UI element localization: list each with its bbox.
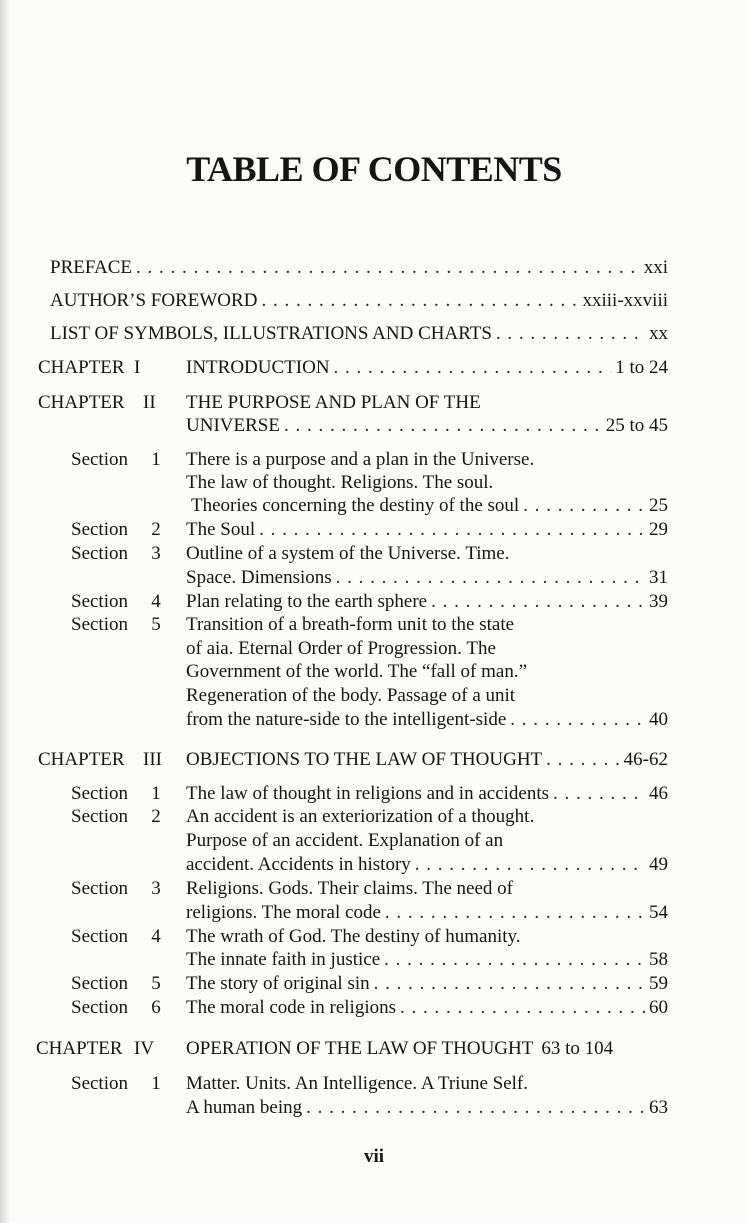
section-page: 46: [649, 783, 668, 804]
section-text: Plan relating to the earth sphere: [186, 591, 428, 612]
section-number: 5: [151, 973, 161, 994]
dot-leader: [336, 567, 645, 589]
section-page: 40: [649, 709, 668, 730]
dot-leader: [261, 290, 578, 312]
section-text: from the nature-side to the intelligent-side: [186, 709, 507, 730]
dot-leader: [385, 902, 645, 924]
section-text: The wrath of God. The destiny of humanity.: [186, 926, 521, 947]
section-text: The moral code in religions: [186, 997, 396, 1018]
section-text: The Soul: [186, 519, 256, 540]
section-page: 60: [649, 997, 668, 1018]
entry-page: xx: [649, 323, 668, 344]
chapter-pages: 63 to 104: [541, 1038, 614, 1059]
dot-leader: [374, 973, 645, 995]
toc-entry-symbols: [50, 323, 668, 345]
chapter-label: CHAPTER: [38, 392, 125, 413]
chapter-number: III: [143, 749, 162, 770]
section-text: accident. Accidents in history: [186, 854, 411, 875]
section-number: 3: [151, 878, 161, 899]
section-page: 49: [649, 854, 668, 875]
section-label: Section: [71, 806, 128, 827]
section-entry: [186, 783, 668, 805]
section-page: 25: [649, 495, 668, 516]
section-text: Space. Dimensions: [186, 567, 332, 588]
dot-leader: [431, 591, 645, 613]
section-number: 1: [151, 1073, 161, 1094]
section-entry: [186, 949, 668, 971]
chapter-pages: 46-62: [623, 749, 668, 770]
section-entry: [186, 591, 668, 613]
section-number: 4: [151, 926, 161, 947]
section-text: The law of thought. Religions. The soul.: [186, 472, 494, 493]
chapter-number: IV: [134, 1038, 155, 1059]
section-number: 1: [151, 449, 161, 470]
dot-leader: [523, 495, 645, 517]
chapter-title: OPERATION OF THE LAW OF THOUGHT: [186, 1038, 534, 1059]
section-text: Outline of a system of the Universe. Time.: [186, 543, 510, 564]
section-entry: [186, 519, 668, 541]
section-text: The law of thought in religions and in accidents: [186, 783, 550, 804]
section-text: Purpose of an accident. Explanation of an: [186, 830, 504, 851]
chapter-label: CHAPTER: [36, 1038, 123, 1059]
section-page: 54: [649, 902, 668, 923]
dot-leader: [400, 997, 645, 1019]
section-page: 31: [649, 567, 668, 588]
section-text: The story of original sin: [186, 973, 370, 994]
page-title: TABLE OF CONTENTS: [186, 149, 562, 189]
dot-leader: [136, 257, 640, 279]
section-text: Government of the world. The “fall of man.”: [186, 661, 528, 682]
dot-leader: [415, 854, 645, 876]
dot-leader: [384, 949, 645, 971]
section-number: 6: [151, 997, 161, 1018]
chapter-number: II: [143, 392, 156, 413]
section-label: Section: [71, 878, 128, 899]
section-number: 5: [151, 614, 161, 635]
entry-text: AUTHOR’S FOREWORD: [50, 290, 258, 311]
page-number: vii: [363, 1146, 385, 1167]
section-text: Regeneration of the body. Passage of a unit: [186, 685, 516, 706]
section-entry: [186, 902, 668, 924]
dot-leader: [553, 783, 645, 805]
section-page: 59: [649, 973, 668, 994]
toc-entry-preface: [50, 257, 668, 279]
section-text: Religions. Gods. Their claims. The need of: [186, 878, 513, 899]
section-number: 3: [151, 543, 161, 564]
entry-text: PREFACE: [50, 257, 133, 278]
section-text: A human being: [186, 1097, 303, 1118]
dot-leader: [284, 415, 602, 437]
chapter-title: INTRODUCTION: [186, 357, 330, 378]
chapter-number: I: [134, 357, 141, 378]
dot-leader: [334, 357, 612, 379]
section-text: An accident is an exteriorization of a thought.: [186, 806, 535, 827]
section-number: 2: [151, 519, 161, 540]
chapter-2-entry: [186, 415, 668, 437]
entry-page: xxiii-xxviii: [582, 290, 668, 311]
section-number: 1: [151, 783, 161, 804]
chapter-3-entry: [186, 749, 668, 771]
section-entry: [186, 1097, 668, 1119]
section-label: Section: [71, 1073, 128, 1094]
section-page: 29: [649, 519, 668, 540]
dot-leader: [510, 709, 645, 731]
section-number: 4: [151, 591, 161, 612]
section-text: religions. The moral code: [186, 902, 381, 923]
section-label: Section: [71, 591, 128, 612]
dot-leader: [259, 519, 645, 541]
section-label: Section: [71, 973, 128, 994]
chapter-pages: 1 to 24: [615, 357, 668, 378]
chapter-label: CHAPTER: [38, 357, 125, 378]
dot-leader: [496, 323, 645, 345]
section-label: Section: [71, 449, 128, 470]
chapter-1-entry: [186, 357, 668, 379]
section-entry: [186, 709, 668, 731]
section-label: Section: [71, 519, 128, 540]
section-page: 63: [649, 1097, 668, 1118]
entry-text: LIST OF SYMBOLS, ILLUSTRATIONS AND CHARTS: [50, 323, 492, 344]
section-text: Matter. Units. An Intelligence. A Triune Self.: [186, 1073, 528, 1094]
section-label: Section: [71, 997, 128, 1018]
section-text: There is a purpose and a plan in the Universe.: [186, 449, 535, 470]
section-page: 39: [649, 591, 668, 612]
chapter-title: THE PURPOSE AND PLAN OF THE: [186, 392, 481, 413]
section-entry: [186, 567, 668, 589]
section-entry: [186, 973, 668, 995]
chapter-label: CHAPTER: [38, 749, 125, 770]
section-text: Theories concerning the destiny of the soul: [191, 495, 520, 516]
section-entry: [186, 854, 668, 876]
toc-entry-foreword: [50, 290, 668, 312]
chapter-title: UNIVERSE: [186, 415, 280, 436]
section-entry: [186, 997, 668, 1019]
section-text: Transition of a breath-form unit to the state: [186, 614, 515, 635]
section-entry: [191, 495, 668, 517]
section-label: Section: [71, 614, 128, 635]
section-label: Section: [71, 783, 128, 804]
section-text: The innate faith in justice: [186, 949, 381, 970]
section-page: 58: [649, 949, 668, 970]
entry-page: xxi: [643, 257, 668, 278]
section-label: Section: [71, 543, 128, 564]
section-number: 2: [151, 806, 161, 827]
section-text: of aia. Eternal Order of Progression. The: [186, 638, 496, 659]
chapter-title: OBJECTIONS TO THE LAW OF THOUGHT: [186, 749, 543, 770]
section-label: Section: [71, 926, 128, 947]
dot-leader: [306, 1097, 645, 1119]
chapter-4-entry: [186, 1038, 668, 1060]
dot-leader: [546, 749, 620, 771]
chapter-pages: 25 to 45: [605, 415, 668, 436]
